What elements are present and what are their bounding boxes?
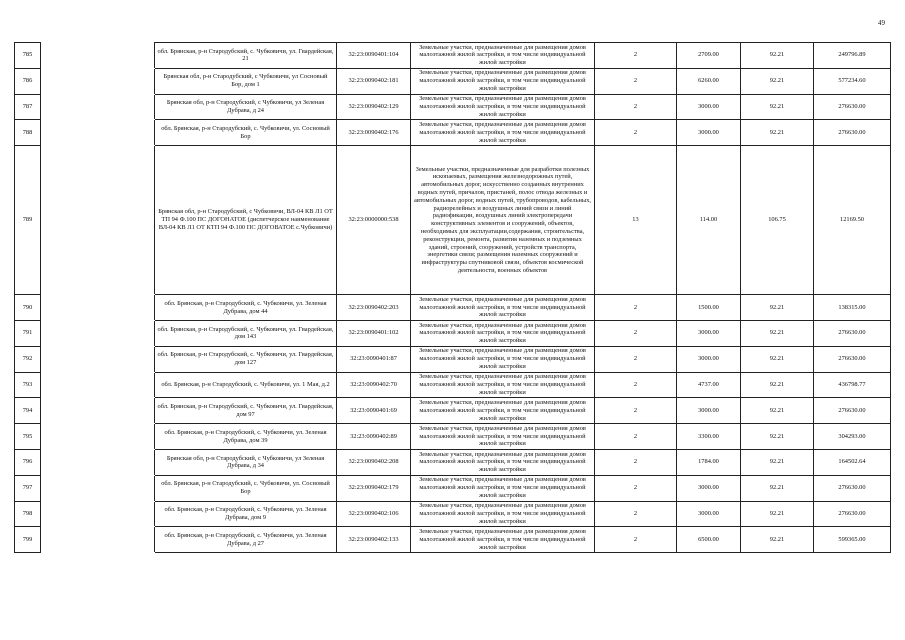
- table-row: [15, 320, 891, 346]
- rate-cell: 92.21: [741, 320, 814, 346]
- area-cell: 3000.00: [677, 346, 741, 372]
- rate-cell: 92.21: [741, 120, 814, 146]
- address-cell: обл. Брянская, р-н Стародубский, с. Чубковичи, ул. Зеленая Дубрава, дом 9: [155, 501, 337, 527]
- area-cell: 3000.00: [677, 475, 741, 501]
- permitted-use-cell: Земельные участки, предназначенные для размещения домов малоэтажной жилой застройки, в том числе индивидуальной жилой застройки: [411, 94, 595, 120]
- area-cell: 3300.00: [677, 424, 741, 450]
- row-number: 787: [15, 94, 41, 120]
- table-row: [15, 424, 891, 450]
- table-row: [15, 146, 891, 295]
- rate-cell: 92.21: [741, 43, 814, 69]
- address-cell: обл. Брянская, р-н Стародубский, с. Чубковичи, ул. Зеленая Дубрава, дом 39: [155, 424, 337, 450]
- empty-cell: [41, 320, 155, 346]
- address-cell: Брянская обл, р-н Стародубский, с Чубковичи, ул Зеленая Дубрава, д 34: [155, 449, 337, 475]
- rate-cell: 92.21: [741, 449, 814, 475]
- cadastral-number-cell: 32:23:0090402:208: [337, 449, 411, 475]
- cadastral-number-cell: 32:23:0090401:104: [337, 43, 411, 69]
- empty-cell: [41, 68, 155, 94]
- row-number: 786: [15, 68, 41, 94]
- table-row: [15, 398, 891, 424]
- rate-cell: 92.21: [741, 94, 814, 120]
- rate-cell: 92.21: [741, 346, 814, 372]
- cost-cell: 599365.00: [814, 527, 891, 553]
- table-row: [15, 68, 891, 94]
- category-cell: 2: [595, 475, 677, 501]
- permitted-use-cell: Земельные участки, предназначенные для размещения домов малоэтажной жилой застройки, в том числе индивидуальной жилой застройки: [411, 320, 595, 346]
- cost-cell: 249796.89: [814, 43, 891, 69]
- permitted-use-cell: Земельные участки, предназначенные для размещения домов малоэтажной жилой застройки, в том числе индивидуальной жилой застройки: [411, 68, 595, 94]
- row-number: 798: [15, 501, 41, 527]
- category-cell: 2: [595, 398, 677, 424]
- permitted-use-cell: Земельные участки, предназначенные для размещения домов малоэтажной жилой застройки, в том числе индивидуальной жилой застройки: [411, 527, 595, 553]
- category-cell: 2: [595, 527, 677, 553]
- empty-cell: [41, 43, 155, 69]
- table-row: [15, 346, 891, 372]
- address-cell: обл. Брянская, р-н Стародубский, с. Чубковичи, ул. Зеленая Дубрава, д 27: [155, 527, 337, 553]
- empty-cell: [41, 372, 155, 398]
- area-cell: 1784.00: [677, 449, 741, 475]
- empty-cell: [41, 449, 155, 475]
- cadastral-number-cell: 32:23:0090401:69: [337, 398, 411, 424]
- cadastral-number-cell: 32:23:0000000:538: [337, 146, 411, 295]
- area-cell: 4737.00: [677, 372, 741, 398]
- cost-cell: 577234.60: [814, 68, 891, 94]
- category-cell: 2: [595, 43, 677, 69]
- area-cell: 114.00: [677, 146, 741, 295]
- cadastral-number-cell: 32:23:0090401:87: [337, 346, 411, 372]
- cadastral-number-cell: 32:23:0090402:176: [337, 120, 411, 146]
- category-cell: 2: [595, 346, 677, 372]
- empty-cell: [41, 424, 155, 450]
- cadastral-value-table: [14, 42, 891, 553]
- category-cell: 2: [595, 94, 677, 120]
- empty-cell: [41, 346, 155, 372]
- area-cell: 2709.00: [677, 43, 741, 69]
- cost-cell: 276630.00: [814, 475, 891, 501]
- row-number: 795: [15, 424, 41, 450]
- cadastral-number-cell: 32:23:0090402:129: [337, 94, 411, 120]
- category-cell: 13: [595, 146, 677, 295]
- row-number: 799: [15, 527, 41, 553]
- row-number: 788: [15, 120, 41, 146]
- table-row: [15, 501, 891, 527]
- cost-cell: 304293.00: [814, 424, 891, 450]
- category-cell: 2: [595, 501, 677, 527]
- address-cell: обл. Брянская, р-н Стародубский, с. Чубковичи, ул. Гвардейская, дом 127: [155, 346, 337, 372]
- permitted-use-cell: Земельные участки, предназначенные для размещения домов малоэтажной жилой застройки, в том числе индивидуальной жилой застройки: [411, 475, 595, 501]
- address-cell: Брянская обл, р-н Стародубский, с Чубковичи, ул Зеленая Дубрава, д 24: [155, 94, 337, 120]
- empty-cell: [41, 295, 155, 321]
- cadastral-number-cell: 32:23:0090402:133: [337, 527, 411, 553]
- table-body: [15, 43, 891, 553]
- row-number: 785: [15, 43, 41, 69]
- empty-cell: [41, 120, 155, 146]
- permitted-use-cell: Земельные участки, предназначенные для разработки полезных ископаемых, размещения железнодорожных путей, автомобильных дорог, искусственно созданных внутренних водных путей, причалов, пристаней, полос отвода железных и автомобильных дорог, водных путей, трубопроводов, кабельных, радиорелейных и воздушных линий связи и линий радиофикации, воздушных линий электропередачи конструктивных элементов и сооружений, объектов, необходимых для эксплуатации,содержания, строительства, реконструкции, ремонта, развития наземных и подземных зданий, строений, сооружений, устройств транспорта, энергетики связи; размещения наземных сооружений и инфраструктуры спутниковой связи, объектов космической деятельности, военных объектов: [411, 146, 595, 295]
- row-number: 792: [15, 346, 41, 372]
- permitted-use-cell: Земельные участки, предназначенные для размещения домов малоэтажной жилой застройки, в том числе индивидуальной жилой застройки: [411, 372, 595, 398]
- cadastral-number-cell: 32:23:0090402:179: [337, 475, 411, 501]
- rate-cell: 92.21: [741, 68, 814, 94]
- rate-cell: 92.21: [741, 501, 814, 527]
- rate-cell: 92.21: [741, 398, 814, 424]
- row-number: 796: [15, 449, 41, 475]
- cost-cell: 164502.64: [814, 449, 891, 475]
- table-row: [15, 94, 891, 120]
- table-row: [15, 295, 891, 321]
- permitted-use-cell: Земельные участки, предназначенные для размещения домов малоэтажной жилой застройки, в том числе индивидуальной жилой застройки: [411, 424, 595, 450]
- table-row: [15, 372, 891, 398]
- rate-cell: 92.21: [741, 295, 814, 321]
- table-row: [15, 43, 891, 69]
- empty-cell: [41, 398, 155, 424]
- cost-cell: 276630.00: [814, 94, 891, 120]
- row-number: 789: [15, 146, 41, 295]
- area-cell: 6260.00: [677, 68, 741, 94]
- category-cell: 2: [595, 68, 677, 94]
- address-cell: обл. Брянская, р-н Стародубский, с. Чубковичи, ул. Гвардейская, дом 143: [155, 320, 337, 346]
- table-row: [15, 475, 891, 501]
- cost-cell: 276630.00: [814, 320, 891, 346]
- cadastral-number-cell: 32:23:0090402:89: [337, 424, 411, 450]
- area-cell: 3000.00: [677, 120, 741, 146]
- area-cell: 3000.00: [677, 320, 741, 346]
- row-number: 790: [15, 295, 41, 321]
- address-cell: Брянская обл, р-н Стародубский, с Чубковичи, ул Сосновый Бор, дом 1: [155, 68, 337, 94]
- rate-cell: 92.21: [741, 372, 814, 398]
- area-cell: 1500.00: [677, 295, 741, 321]
- permitted-use-cell: Земельные участки, предназначенные для размещения домов малоэтажной жилой застройки, в том числе индивидуальной жилой застройки: [411, 295, 595, 321]
- table-row: [15, 527, 891, 553]
- cadastral-number-cell: 32:23:0090402:203: [337, 295, 411, 321]
- row-number: 797: [15, 475, 41, 501]
- cost-cell: 276630.00: [814, 346, 891, 372]
- category-cell: 2: [595, 372, 677, 398]
- area-cell: 3000.00: [677, 398, 741, 424]
- cost-cell: 12169.50: [814, 146, 891, 295]
- permitted-use-cell: Земельные участки, предназначенные для размещения домов малоэтажной жилой застройки, в том числе индивидуальной жилой застройки: [411, 43, 595, 69]
- cost-cell: 138315.00: [814, 295, 891, 321]
- cadastral-number-cell: 32:23:0090402:106: [337, 501, 411, 527]
- row-number: 793: [15, 372, 41, 398]
- address-cell: обл. Брянская, р-н Стародубский, с. Чубковичи, ул. 1 Мая, д.2: [155, 372, 337, 398]
- address-cell: обл. Брянская, р-н Стародубский, с. Чубковичи, ул. Сосновый Бор: [155, 475, 337, 501]
- cost-cell: 276630.00: [814, 120, 891, 146]
- empty-cell: [41, 501, 155, 527]
- category-cell: 2: [595, 424, 677, 450]
- table-row: [15, 449, 891, 475]
- cadastral-number-cell: 32:23:0090402:181: [337, 68, 411, 94]
- table-row: [15, 120, 891, 146]
- address-cell: обл. Брянская, р-н Стародубский, с. Чубковичи, ул. Гвардейская, дом 97: [155, 398, 337, 424]
- permitted-use-cell: Земельные участки, предназначенные для размещения домов малоэтажной жилой застройки, в том числе индивидуальной жилой застройки: [411, 398, 595, 424]
- rate-cell: 106.75: [741, 146, 814, 295]
- cadastral-number-cell: 32:23:0090402:70: [337, 372, 411, 398]
- category-cell: 2: [595, 449, 677, 475]
- cost-cell: 436798.77: [814, 372, 891, 398]
- page-number: 49: [878, 19, 885, 27]
- cadastral-number-cell: 32:23:0090401:102: [337, 320, 411, 346]
- permitted-use-cell: Земельные участки, предназначенные для размещения домов малоэтажной жилой застройки, в том числе индивидуальной жилой застройки: [411, 501, 595, 527]
- row-number: 791: [15, 320, 41, 346]
- rate-cell: 92.21: [741, 424, 814, 450]
- empty-cell: [41, 146, 155, 295]
- empty-cell: [41, 527, 155, 553]
- cost-cell: 276630.00: [814, 398, 891, 424]
- permitted-use-cell: Земельные участки, предназначенные для размещения домов малоэтажной жилой застройки, в том числе индивидуальной жилой застройки: [411, 120, 595, 146]
- rate-cell: 92.21: [741, 475, 814, 501]
- rate-cell: 92.21: [741, 527, 814, 553]
- area-cell: 3000.00: [677, 94, 741, 120]
- row-number: 794: [15, 398, 41, 424]
- cost-cell: 276630.00: [814, 501, 891, 527]
- category-cell: 2: [595, 120, 677, 146]
- category-cell: 2: [595, 320, 677, 346]
- address-cell: обл. Брянская, р-н Стародубский, с. Чубковичи, ул. Гвардейская, 21: [155, 43, 337, 69]
- address-cell: обл. Брянская, р-н Стародубский, с. Чубковичи, ул. Сосновый Бор: [155, 120, 337, 146]
- area-cell: 6500.00: [677, 527, 741, 553]
- empty-cell: [41, 94, 155, 120]
- permitted-use-cell: Земельные участки, предназначенные для размещения домов малоэтажной жилой застройки, в том числе индивидуальной жилой застройки: [411, 449, 595, 475]
- area-cell: 3000.00: [677, 501, 741, 527]
- address-cell: Брянская обл, р-н Стародубский, с Чубковичи, ВЛ-04 КВ Л1 ОТ ТП 94 Ф.100 ПС ДОГОНАТОЕ (диспетчерское наименование ВЛ-04 КВ Л1 ОТ КТП 94 Ф.100 ПС ДОГОВАТОЕ с.Чубковичи): [155, 146, 337, 295]
- empty-cell: [41, 475, 155, 501]
- permitted-use-cell: Земельные участки, предназначенные для размещения домов малоэтажной жилой застройки, в том числе индивидуальной жилой застройки: [411, 346, 595, 372]
- address-cell: обл. Брянская, р-н Стародубский, с. Чубковичи, ул. Зеленая Дубрава, дом 44: [155, 295, 337, 321]
- category-cell: 2: [595, 295, 677, 321]
